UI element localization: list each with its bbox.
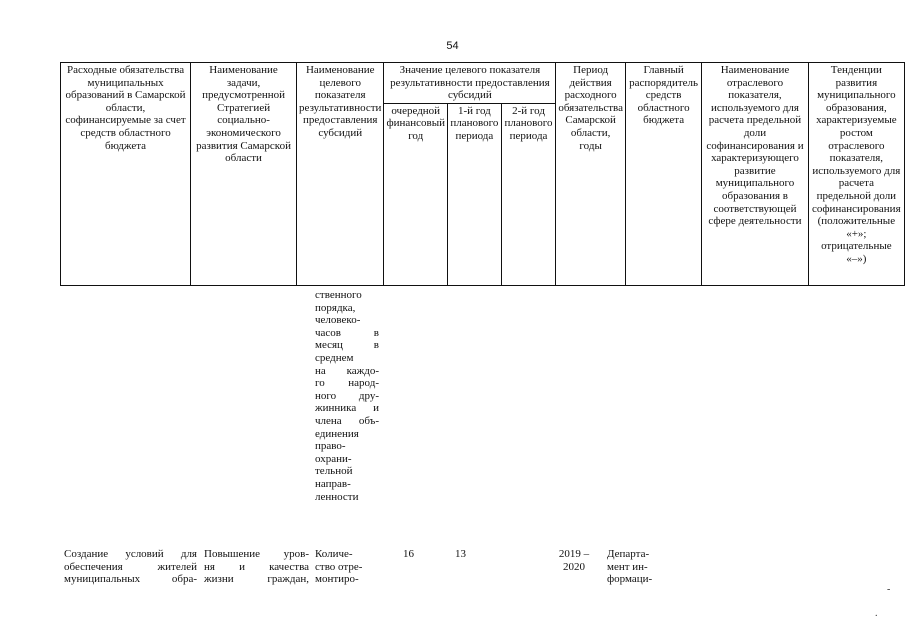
header-table — [60, 62, 905, 286]
page-number: 54 — [446, 40, 459, 52]
indicator-continuation: ственного порядка, человеко- часов в месяц в среднем на каждо- го народ- ного дру- жинника и члена объ- единения право- охрани- тельной направ- ленности — [315, 289, 379, 503]
header-value-next-year: очередной финансовый год — [384, 103, 448, 285]
header-main-manager: Главный распорядитель средств областного бюджета — [625, 63, 701, 286]
header-indicator-name: Наименование целевого показателя результативности предоставления субсидий — [297, 63, 384, 286]
row-period: 2019 – 2020 — [558, 548, 590, 573]
row-obligation: Создание условий для обеспечения жителей муниципальных обра- — [64, 548, 197, 586]
row-value-next-year: 16 — [403, 548, 414, 560]
header-indicator-value-group: Значение целевого показателя результативности предоставления субсидий — [384, 63, 556, 104]
header-task: Наименование задачи, предусмотренной Стратегией социально-экономического развития Самарской области — [191, 63, 297, 286]
header-obligations: Расходные обязательства муниципальных образований в Самарской области, софинансируемые за счет средств областного бюджета — [61, 63, 191, 286]
scan-mark-dash: - — [887, 584, 891, 595]
header-period: Период действия расходного обязательства Самарской области, годы — [556, 63, 626, 286]
row-value-year1: 13 — [455, 548, 466, 560]
scan-mark-dot: . — [875, 608, 878, 619]
header-value-year2: 2-й год планового периода — [501, 103, 556, 285]
row-manager: Департа- мент ин- формаци- — [607, 548, 653, 586]
row-indicator: Количе- ство отре- монтиро- — [315, 548, 363, 586]
header-value-year1: 1-й год планового периода — [447, 103, 501, 285]
header-trends: Тенденции развития муниципального образования, характеризуемые ростом отраслевого показателя, используемого для расчета предельной доли софинансирования (положительные «+»; отрицательные «–») — [808, 63, 904, 286]
header-sector-indicator: Наименование отраслевого показателя, используемого для расчета предельной доли софинансирования и характеризующего развитие муниципального образования в соответствующей сфере деятельности — [702, 63, 808, 286]
row-task: Повышение уров- ня и качества жизни граждан, — [204, 548, 309, 586]
